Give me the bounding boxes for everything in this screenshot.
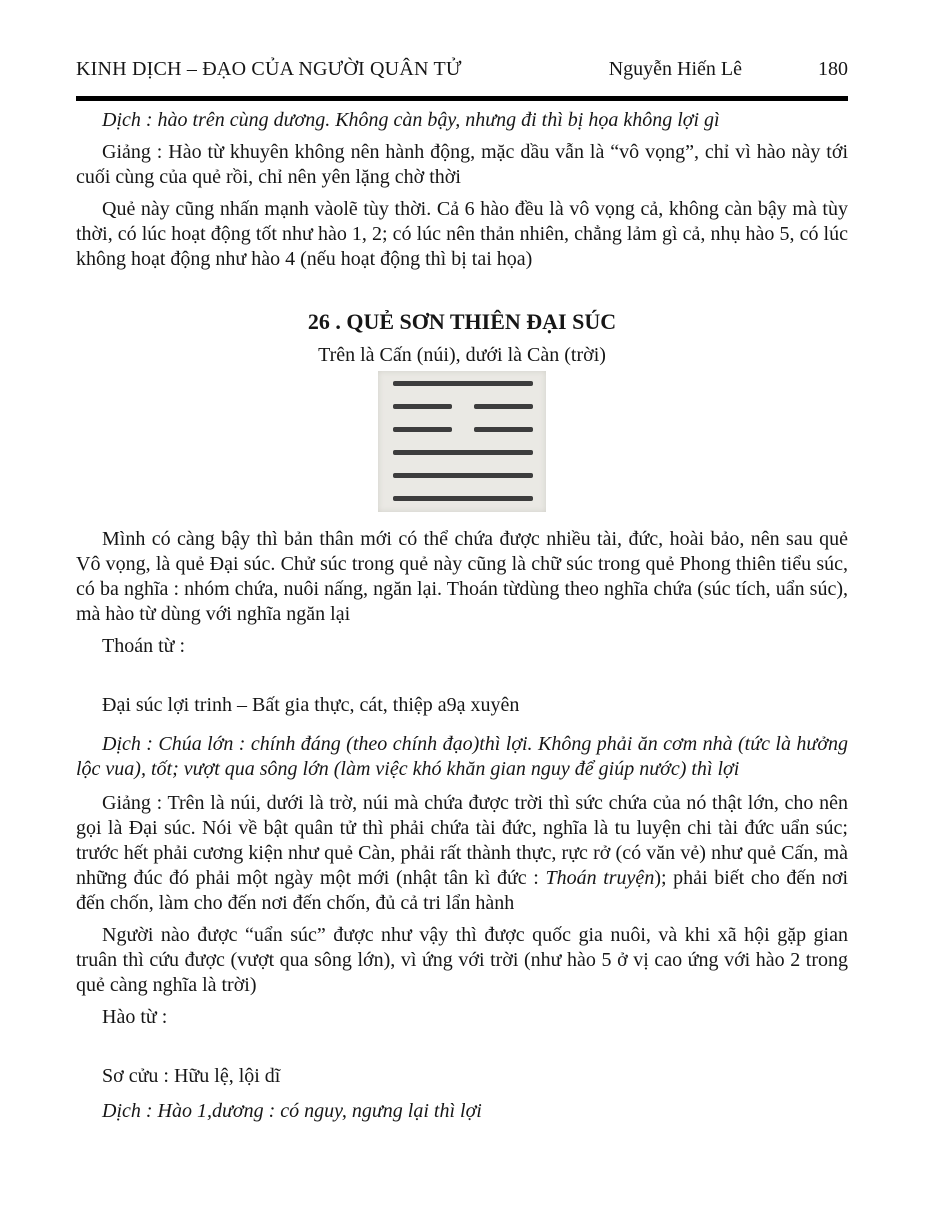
page-number: 180 — [818, 58, 848, 80]
author-name: Nguyễn Hiến Lê — [608, 58, 742, 80]
hao-1-text: Sơ cửu : Hữu lệ, lội dĩ — [102, 1065, 281, 1087]
chapter-heading: 26 . QUẺ SƠN THIÊN ĐẠI SÚC — [307, 309, 617, 334]
hexagram-lines — [393, 381, 533, 501]
thoan-tu-label: Thoán từ : — [102, 635, 186, 657]
thoan-dich-para: Dịch : Chúa lớn : chính đáng (theo chính đạo)thì lợi. Không phải ăn cơm nhà (tức là hưởng lộc vua), tốt; vượt qua sông lớn (làm việc khó khăn gian nguy để giúp nước) thì lợi — [76, 733, 848, 780]
prev-hexagram-giang-para: Giảng : Hào từ khuyên không nên hành động, mặc dầu vẫn là “vô vọng”, chỉ vì hào này tới cuối cùng của quẻ rồi, chỉ nên yên lặng chờ thời — [76, 141, 848, 188]
thoan-tu-text: Đại súc lợi trinh – Bất gia thực, cát, thiệp a9ạ xuyên — [102, 694, 520, 716]
prev-hexagram-dich-line: Dịch : hào trên cùng dương. Không càn bậy, nhưng đi thì bị họa không lợi gì — [102, 109, 720, 131]
hao-tu-label: Hào từ : — [102, 1006, 168, 1028]
chapter-intro-para: Mình có càng bậy thì bản thân mới có thể chứa được nhiều tài, đức, hoài bảo, nên sau quẻ Vô vọng, là quẻ Đại súc. Chử súc trong quẻ này cũng là chữ súc trong quẻ Phong thiên tiểu súc, có ba nghĩa : nhóm chứa, nuôi nấng, ngăn lại. Thoán từdùng theo nghĩa chứa (súc tích, uẩn súc), mà hào từ dùng với nghĩa ngăn lại — [76, 528, 848, 625]
hexagram-line-solid — [393, 473, 533, 478]
book-title: KINH DỊCH – ĐẠO CỦA NGƯỜI QUÂN TỬ — [76, 58, 462, 80]
chapter-subheading: Trên là Cấn (núi), dưới là Càn (trời) — [318, 344, 606, 366]
hexagram-line-solid — [393, 496, 533, 501]
giang-para-1-text: Giảng : Trên là núi, dưới là trờ, núi mà chứa được trời thì sức chứa của nó thật lớn, cho nên gọi là Đại súc. Nói về bật quân tử thì phải chứa tài đức, nghĩa là tu luyện chi tài đức uẩn súc; trước hết phải cương kiện như quẻ Càn, phải rất thành thực, rực rở (có văn vẻ) như quẻ Cấn, mà những đúc đó phải một ngày một mới (nhật tân kì đức : — [76, 792, 848, 889]
hexagram-line-solid — [393, 381, 533, 386]
running-header — [76, 57, 848, 82]
prev-hexagram-summary-para: Quẻ này cũng nhấn mạnh vàolẽ tùy thời. Cả 6 hào đều là vô vọng cả, không càn bậy mà tùy thời, có lúc hoạt động tốt như hào 1, 2; có lúc nên thản nhiên, chẳng lảm gì cả, nhụ hào 5, có lúc không hoạt động như hào 4 (nếu hoạt động thì bị tai họa) — [76, 198, 848, 270]
header-rule — [76, 96, 848, 101]
hexagram-figure — [378, 371, 546, 512]
hexagram-line-solid — [393, 450, 533, 455]
hexagram-line-broken — [393, 427, 533, 432]
giang-para-1-inline-italic: Thoán truyện — [545, 867, 655, 889]
hexagram-line-broken — [393, 404, 533, 409]
hao-1-dich-para: Dịch : Hào 1,dương : có nguy, ngưng lại thì lợi — [102, 1100, 482, 1122]
giang-para-1 — [76, 791, 848, 916]
page-body — [76, 108, 848, 1124]
giang-para-1-text-end: ); phải biết cho đến nơi đến chốn, làm cho đến nơi đến chốn, đủ cả tri lẩn hành — [76, 867, 848, 914]
giang-para-2: Người nào được “uẩn súc” được như vậy thì được quốc gia nuôi, và khi xã hội gặp gian truân thì cứu được (vượt qua sông lớn), vì ứng với trời (như hào 5 ở vị cao ứng với hào 2 trong quẻ càng nghĩa là trời) — [76, 924, 848, 996]
